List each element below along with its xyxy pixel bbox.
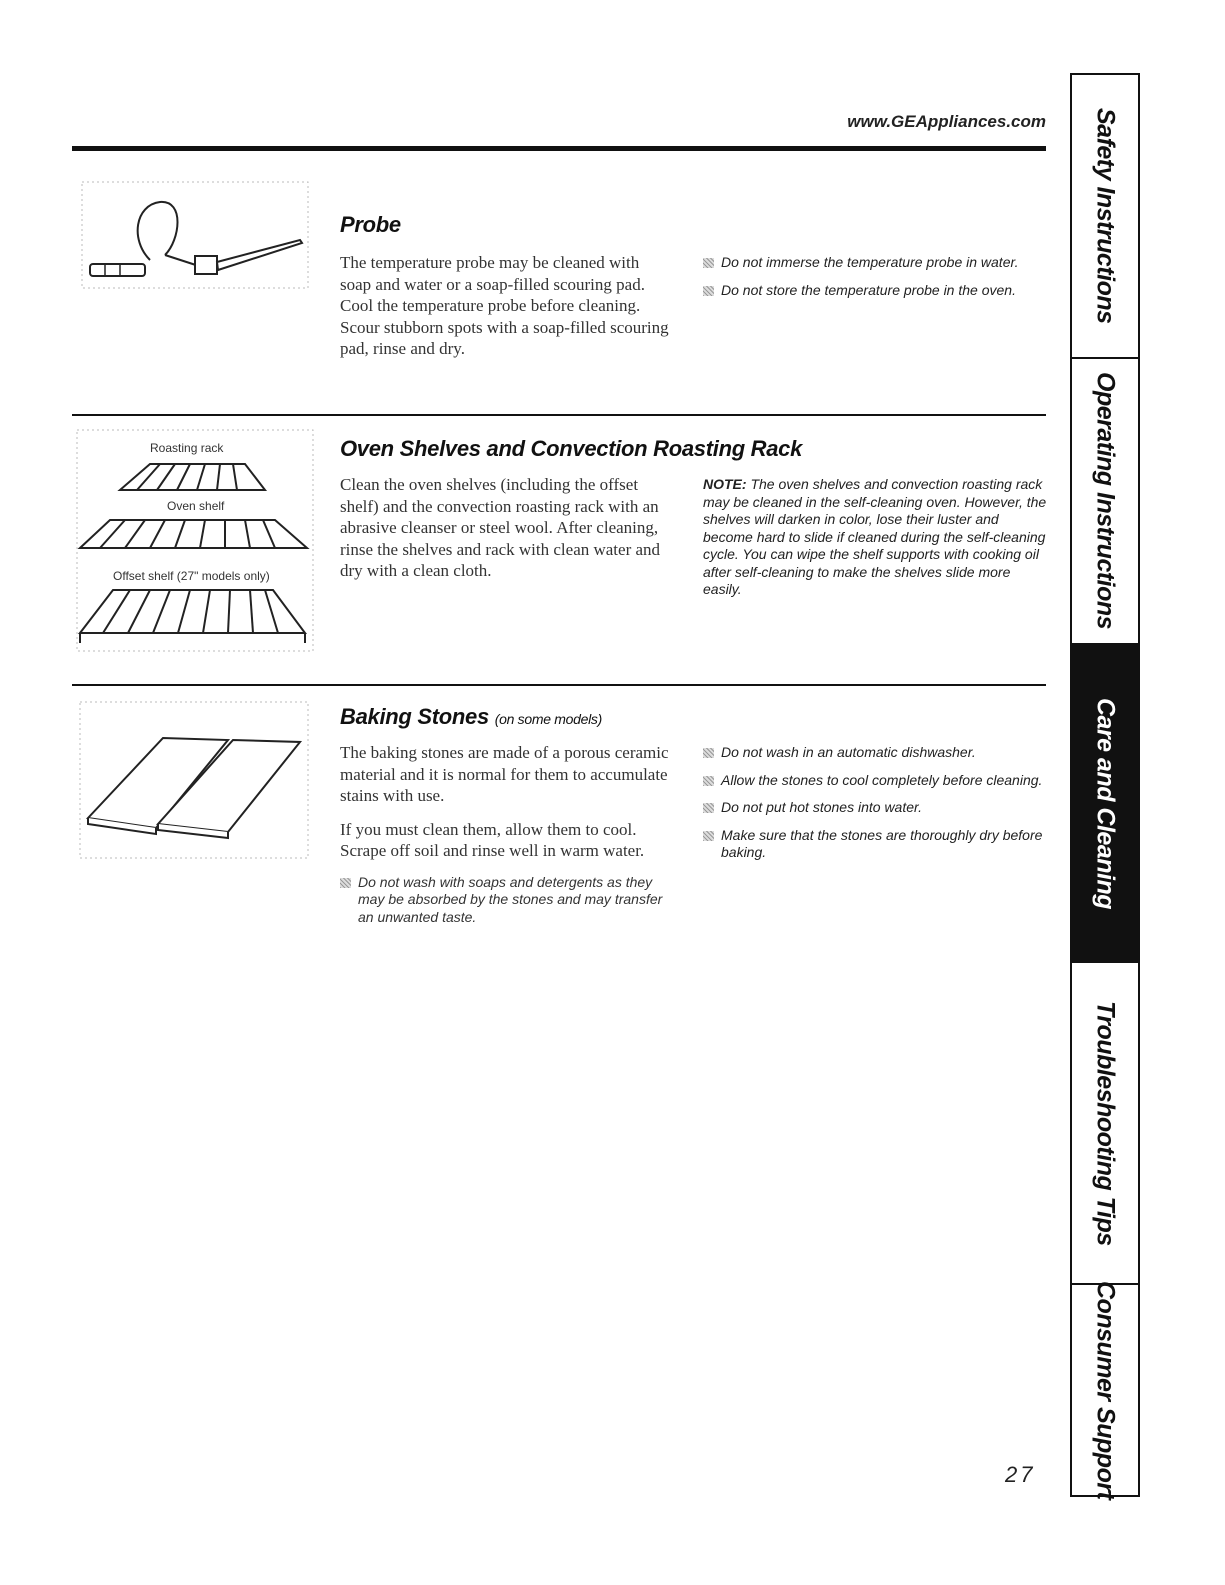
tab-label: Consumer Support xyxy=(1091,1280,1120,1500)
bullet-item xyxy=(340,874,670,927)
probe-illustration xyxy=(80,180,310,290)
bullet-icon xyxy=(340,878,351,888)
shelves-note xyxy=(703,476,1048,599)
shelves-paragraph: Clean the oven shelves (including the offset shelf) and the convection roasting rack with an abrasive cleanser or steel wool. After cleaning, rinse the shelves and rack with clean water and dry with a clean cloth. xyxy=(340,475,661,580)
site-url[interactable]: www.GEAppliances.com xyxy=(847,112,1046,131)
bullet-text: Make sure that the stones are thoroughly dry before baking. xyxy=(721,826,1043,860)
bullet-icon xyxy=(703,776,714,786)
stones-subtitle: (on some models) xyxy=(494,711,602,727)
tab-label: Care and Cleaning xyxy=(1091,697,1120,909)
roasting-rack-label: Roasting rack xyxy=(150,441,224,455)
offset-shelf-icon xyxy=(80,590,305,643)
bullet-item xyxy=(703,772,1048,790)
bullet-icon xyxy=(703,803,714,813)
shelves-body xyxy=(340,474,670,594)
bullet-text: Do not immerse the temperature probe in water. xyxy=(721,254,1019,270)
bullet-item xyxy=(703,254,1048,272)
section-divider xyxy=(72,684,1046,686)
bullet-text: Allow the stones to cool completely before cleaning. xyxy=(721,771,1043,788)
bullet-icon xyxy=(703,286,714,296)
tab-care-and-cleaning[interactable] xyxy=(1072,645,1138,963)
stones-title-text: Baking Stones xyxy=(340,704,489,729)
oven-shelf-label: Oven shelf xyxy=(167,499,225,513)
header-rule xyxy=(72,146,1046,151)
offset-shelf-label: Offset shelf (27" models only) xyxy=(113,569,270,583)
stones-title xyxy=(340,704,602,730)
tab-label: Operating Instructions xyxy=(1091,372,1120,630)
bullet-icon xyxy=(703,831,714,841)
shelves-title: Oven Shelves and Convection Roasting Rack xyxy=(340,436,803,461)
tab-troubleshooting-tips[interactable] xyxy=(1072,963,1138,1285)
tab-safety-instructions[interactable] xyxy=(1072,75,1138,359)
side-tab-nav xyxy=(1070,73,1140,1500)
probe-body xyxy=(340,252,670,372)
oven-shelf-icon xyxy=(80,520,307,548)
shelves-illustration xyxy=(75,428,315,653)
bullet-item xyxy=(703,282,1048,300)
probe-warnings xyxy=(703,254,1048,309)
tab-operating-instructions[interactable] xyxy=(1072,359,1138,645)
probe-paragraph: The temperature probe may be cleaned with soap and water or a soap-filled scouring pad. Cool the temperature probe before cleaning. Scour stubborn spots with a soap-filled scouring pad, rinse and dry. xyxy=(340,253,669,358)
bullet-text: Do not put hot stones into water. xyxy=(721,799,923,815)
roasting-rack-icon xyxy=(120,464,265,490)
bullet-text: Do not store the temperature probe in the oven. xyxy=(721,281,1016,298)
stones-body xyxy=(340,742,670,936)
section-divider xyxy=(72,414,1046,416)
page-number: 27 xyxy=(1005,1462,1036,1487)
stones-warnings xyxy=(703,744,1048,872)
stones-paragraph: The baking stones are made of a porous ceramic material and it is normal for them to accumulate stains with use. xyxy=(340,743,669,805)
stones-paragraph: If you must clean them, allow them to cool. Scrape off soil and rinse well in warm water. xyxy=(340,819,645,860)
bullet-item xyxy=(703,827,1048,862)
bullet-text: Do not wash with soaps and detergents as they may be absorbed by the stones and may transfer an unwanted taste. xyxy=(358,873,663,925)
probe-title: Probe xyxy=(340,212,401,237)
tab-label: Troubleshooting Tips xyxy=(1091,1000,1120,1246)
bullet-text: Do not wash in an automatic dishwasher. xyxy=(721,744,976,760)
tab-label: Safety Instructions xyxy=(1091,108,1120,324)
note-label: NOTE: xyxy=(703,476,747,492)
bullet-icon xyxy=(703,258,714,268)
tab-consumer-support[interactable] xyxy=(1072,1280,1138,1500)
bullet-icon xyxy=(703,748,714,758)
baking-stones-illustration xyxy=(78,700,310,860)
note-text: The oven shelves and convection roasting rack may be cleaned in the self-cleaning oven. However, the shelves will darken in color, lose their luster and become hard to slide if cleaned during the self-cleaning cycle. You can wipe the shelf supports with cooking oil after self-cleaning to make the shelves slide more easily. xyxy=(703,476,1047,597)
bullet-item xyxy=(703,744,1048,762)
bullet-item xyxy=(703,799,1048,817)
